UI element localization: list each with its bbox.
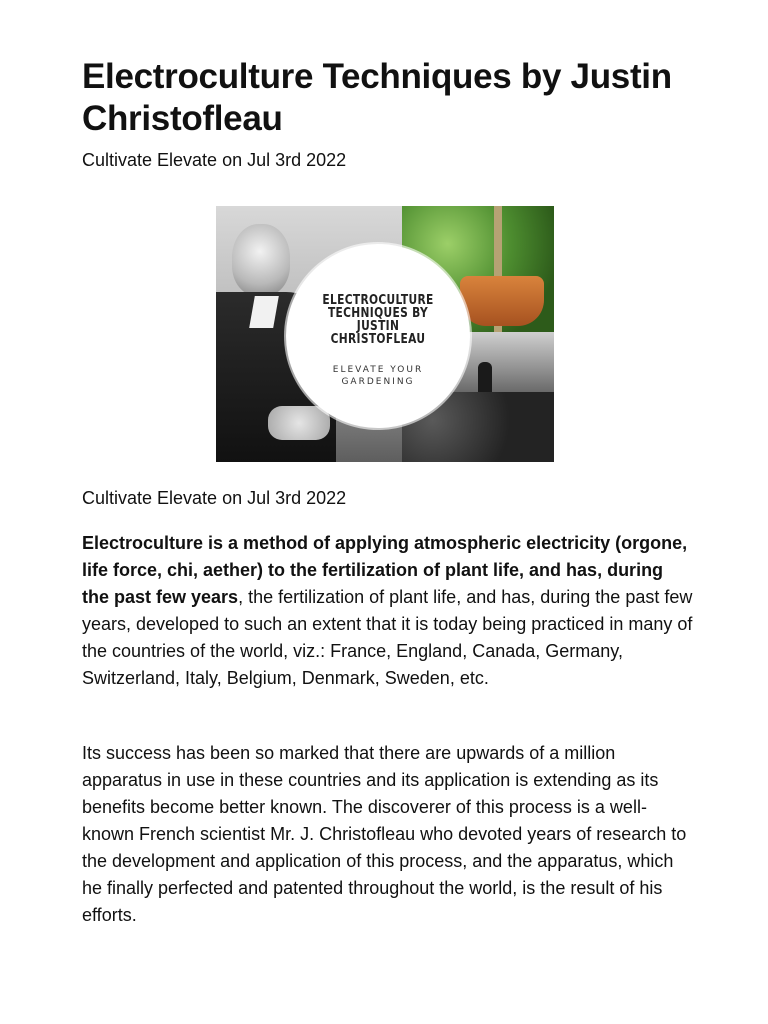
paragraph-1-text: , the fertilization of plant life, and has, during the past few years, developed to such an extent that it is today being practiced in many of the countries of the world, viz.: France, England, Canada, Germany, Switzerland, Italy, Belgium, Denmark, Sweden, etc. — [82, 587, 693, 688]
article-title: Electroculture Techniques by Justin Christofleau — [82, 57, 672, 138]
plant-pot — [460, 276, 544, 326]
paragraph-1-bold: Electroculture is a method of applying atmospheric electricity (orgone, life force, chi, aether) to the fertilization of plant life, and has, during the past few years — [82, 533, 688, 607]
paragraph-2: Its success has been so marked that there are upwards of a million apparatus in use in these countries and its application is extending as its benefits become better known. The discoverer of this process is a well-known French scientist Mr. J. Christofleau who devoted years of research to the development and application of this process, and the apparatus, which he finally perfected and patented throughout the world, is the result of his efforts. — [82, 743, 687, 925]
article-hero-image — [216, 206, 554, 462]
portrait-head — [232, 224, 290, 296]
badge-subtitle: ELEVATE YOUR GARDENING — [332, 365, 424, 387]
article-byline-repeat: Cultivate Elevate on Jul 3rd 2022 — [82, 488, 347, 508]
title-badge — [286, 244, 470, 428]
badge-title: ELECTROCULTURE TECHNIQUES BY JUSTIN CHRISTOFLEAU — [322, 293, 434, 347]
article-byline: Cultivate Elevate on Jul 3rd 2022 — [82, 150, 347, 170]
article — [82, 56, 694, 925]
portrait-hand — [268, 406, 330, 440]
paragraph-1 — [82, 530, 694, 692]
